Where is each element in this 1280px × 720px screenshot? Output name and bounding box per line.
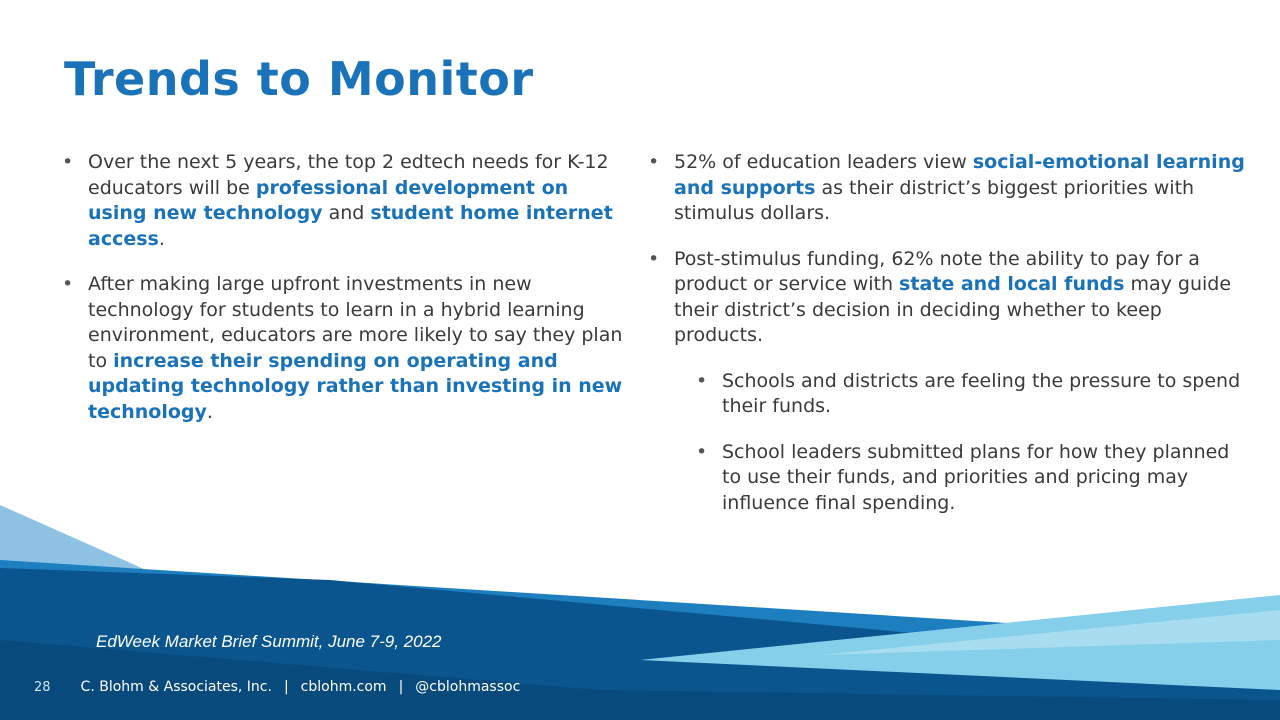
- sub-bullet-text: Schools and districts are feeling the pressure to spend their funds.: [722, 369, 1241, 417]
- summit-caption: EdWeek Market Brief Summit, June 7-9, 2022: [96, 632, 442, 651]
- footer: [34, 679, 520, 695]
- footer-separator: |: [283, 679, 289, 695]
- highlight-professional-development: professional development on using new technology: [88, 176, 569, 224]
- footer-website: cblohm.com: [300, 679, 387, 695]
- bullet-dot: •: [62, 273, 74, 295]
- bullet-dot: •: [648, 151, 660, 173]
- bullet-dot: •: [648, 247, 660, 270]
- highlight-sel: social-emotional learning and supports: [674, 151, 1245, 199]
- sub-bullet-plans: [694, 440, 1246, 517]
- bullet-text: .: [206, 400, 213, 423]
- page-number: 28: [34, 679, 51, 695]
- bullet-edtech-needs: [60, 150, 630, 252]
- bullet-dot: •: [696, 440, 708, 463]
- bullet-text: After making large upfront investments in new technology for students to learn in a hybrid learning environment, educators are more likely to say they plan to: [88, 273, 623, 372]
- bullet-spending-plans: [60, 272, 630, 425]
- bullet-text: as their district’s biggest priorities with stimulus dollars.: [674, 176, 1195, 224]
- left-column: [60, 150, 630, 445]
- bullet-text: Post-stimulus funding, 62% note the ability to pay for a product or service with: [674, 247, 1200, 295]
- footer-separator: |: [398, 679, 404, 695]
- sub-bullet-pressure: [694, 369, 1246, 420]
- bullet-text: may guide their district’s decision in deciding whether to keep products.: [674, 273, 1232, 346]
- sub-bullet-text: School leaders submitted plans for how they planned to use their funds, and priorities and pricing may influence final spending.: [722, 440, 1230, 514]
- bullet-text: .: [158, 227, 165, 250]
- bullet-post-stimulus: [646, 247, 1246, 349]
- footer-handle: @cblohmassoc: [415, 679, 521, 695]
- slide-title: Trends to Monitor: [64, 52, 534, 106]
- highlight-home-internet: student home internet access: [88, 202, 613, 250]
- bullet-sel-priorities: [646, 150, 1246, 227]
- footer-company: C. Blohm & Associates, Inc.: [80, 679, 272, 695]
- highlight-operating-spending: increase their spending on operating and updating technology rather than investing in new technology: [88, 349, 623, 423]
- bullet-text: Over the next 5 years, the top 2 edtech needs for K-12 educators will be: [88, 151, 609, 199]
- bullet-dot: •: [62, 151, 74, 173]
- bullet-dot: •: [696, 369, 708, 392]
- bullet-text: and: [322, 202, 371, 224]
- highlight-state-local-funds: state and local funds: [899, 273, 1125, 295]
- bullet-text: 52% of education leaders view: [674, 151, 973, 173]
- right-column: [646, 150, 1246, 536]
